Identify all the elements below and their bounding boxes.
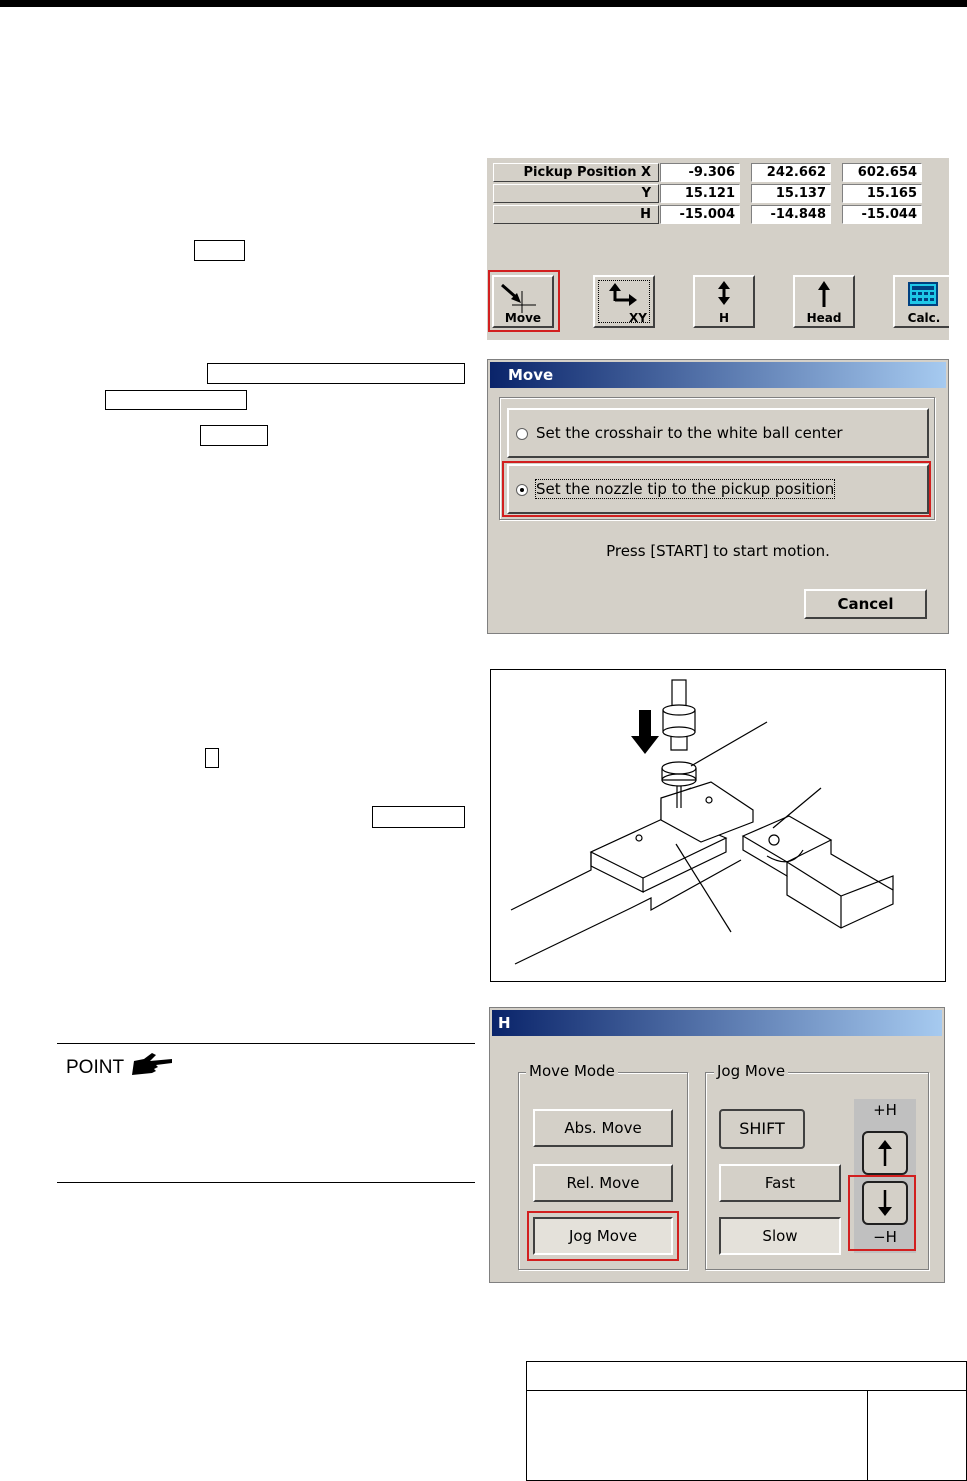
minus-h-label: −H	[873, 1228, 897, 1246]
calculator-icon	[895, 279, 949, 313]
option-nozzle-tip-pickup-label: Set the nozzle tip to the pickup position	[536, 480, 835, 498]
move-button-highlight	[488, 270, 560, 332]
key-box-6	[372, 806, 465, 828]
shift-button[interactable]: SHIFT	[719, 1109, 805, 1149]
fast-button[interactable]: Fast	[719, 1164, 841, 1202]
pointing-hand-icon	[130, 1053, 174, 1077]
slow-button[interactable]: Slow	[719, 1217, 841, 1255]
pickup-h-value-2[interactable]: -14.848	[751, 205, 831, 224]
plus-h-label: +H	[873, 1101, 897, 1119]
rel-move-button[interactable]: Rel. Move	[533, 1164, 673, 1202]
footer-table	[526, 1361, 967, 1481]
move-dialog-title: Move	[490, 362, 946, 388]
key-box-1	[194, 240, 245, 261]
pickup-h-label: H	[493, 205, 659, 224]
footer-table-row-rule	[526, 1390, 967, 1391]
key-box-4	[200, 425, 268, 446]
pickup-h-value-1[interactable]: -15.004	[660, 205, 740, 224]
pickup-x-value-3[interactable]: 602.654	[842, 163, 922, 182]
jog-move-legend: Jog Move	[714, 1062, 788, 1080]
h-dialog-title: H	[492, 1010, 942, 1036]
xy-button-label: XY	[629, 311, 647, 325]
up-arrow-icon	[795, 279, 853, 313]
calc-button-label: Calc.	[907, 311, 941, 325]
point-label-text: POINT	[66, 1057, 124, 1078]
page-top-rule	[0, 0, 967, 7]
key-box-2	[207, 363, 465, 384]
head-button-label: Head	[806, 311, 842, 325]
pickup-h-value-3[interactable]: -15.044	[842, 205, 922, 224]
pickup-x-value-1[interactable]: -9.306	[660, 163, 740, 182]
pickup-x-label: Pickup Position X	[493, 163, 659, 182]
h-button[interactable]	[693, 275, 755, 328]
move-dialog-message: Press [START] to start motion.	[606, 542, 830, 560]
up-down-arrow-icon	[695, 279, 753, 313]
pickup-y-label: Y	[493, 184, 659, 203]
point-top-rule	[57, 1043, 475, 1044]
head-button[interactable]	[793, 275, 855, 328]
h-button-label: H	[718, 311, 730, 325]
abs-move-button[interactable]: Abs. Move	[533, 1109, 673, 1147]
pickup-y-value-2[interactable]: 15.137	[751, 184, 831, 203]
footer-table-col-rule	[867, 1390, 868, 1481]
key-box-5	[205, 748, 219, 768]
xy-arrow-icon	[595, 279, 653, 313]
pickup-y-value-3[interactable]: 15.165	[842, 184, 922, 203]
nozzle-pickup-illustration	[490, 669, 946, 982]
xy-button[interactable]	[593, 275, 655, 328]
jog-move-button[interactable]: Jog Move	[533, 1217, 673, 1255]
point-label	[66, 1053, 174, 1079]
move-mode-legend: Move Mode	[526, 1062, 618, 1080]
calc-button[interactable]	[893, 275, 949, 328]
pickup-y-value-1[interactable]: 15.121	[660, 184, 740, 203]
option-white-ball-center[interactable]	[507, 408, 929, 458]
up-arrow-icon	[864, 1133, 906, 1173]
jog-up-button[interactable]	[862, 1131, 908, 1175]
jog-down-highlight	[848, 1175, 916, 1251]
point-bottom-rule	[57, 1182, 475, 1183]
move-button-label: Move	[504, 311, 542, 325]
cancel-button[interactable]: Cancel	[804, 589, 927, 619]
nozzle-pickup-drawing	[491, 670, 945, 981]
radio-white-ball-center[interactable]	[516, 428, 528, 440]
pickup-x-value-2[interactable]: 242.662	[751, 163, 831, 182]
option-white-ball-center-label: Set the crosshair to the white ball center	[536, 424, 843, 442]
key-box-3	[105, 390, 247, 410]
nozzle-option-highlight	[502, 461, 931, 517]
down-arrow-icon	[631, 710, 659, 754]
jog-move-highlight	[527, 1211, 679, 1261]
